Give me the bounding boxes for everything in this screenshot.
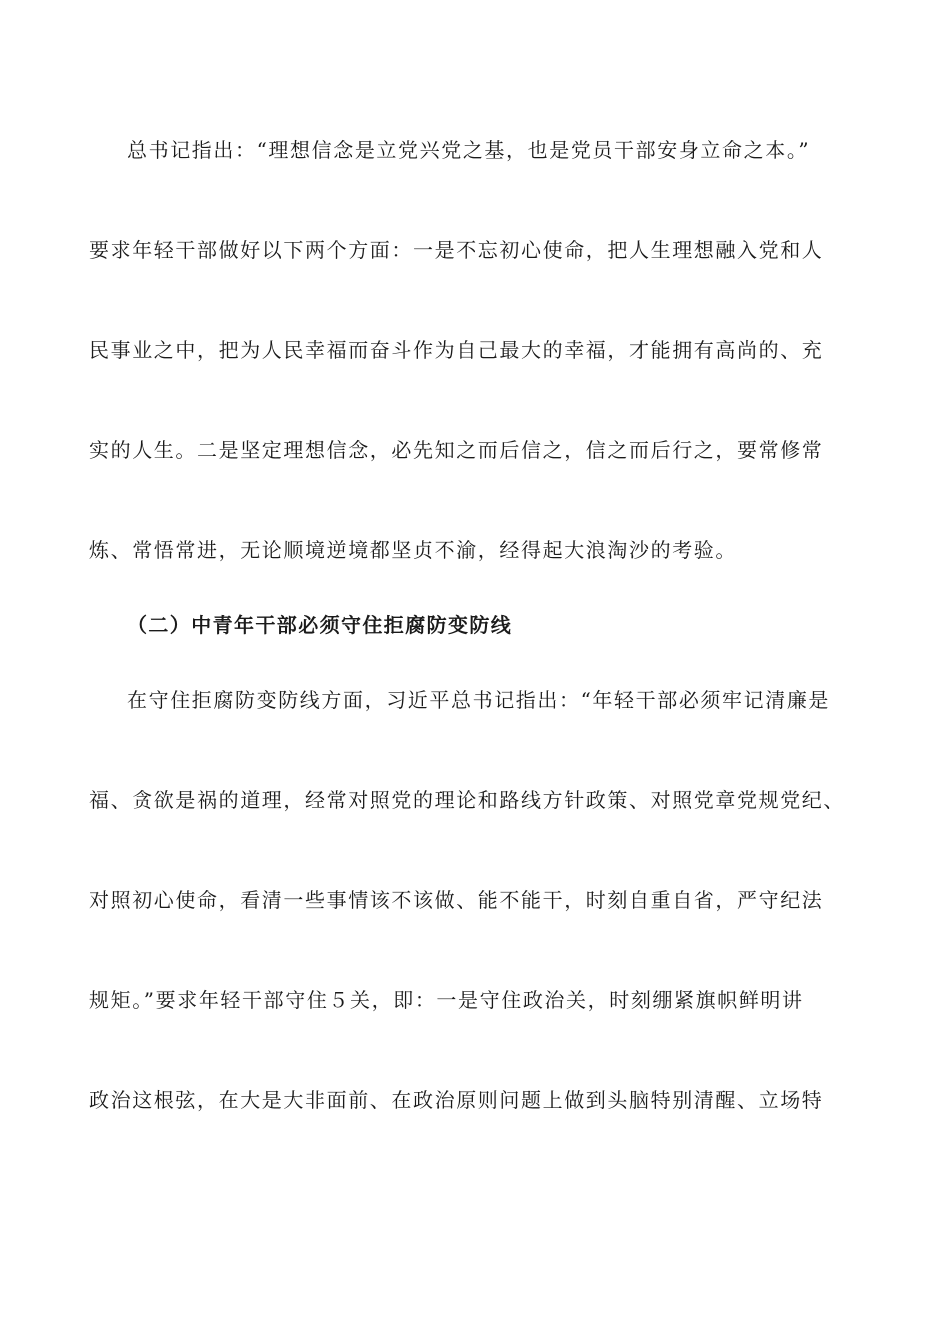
paragraph-line: 政治这根弦，在大是大非面前、在政治原则问题上做到头脑特别清醒、立场特 [89,1088,824,1112]
paragraph-line: 要求年轻干部做好以下两个方面：一是不忘初心使命，把人生理想融入党和人 [89,238,824,262]
paragraph-line: 在守住拒腐防变防线方面，习近平总书记指出：“年轻干部必须牢记清廉是 [127,688,831,712]
paragraph-line: 规矩。”要求年轻干部守住５关，即：一是守住政治关，时刻绷紧旗帜鲜明讲 [89,988,804,1012]
section-heading: （二）中青年干部必须守住拒腐防变防线 [127,613,513,637]
paragraph-line: 福、贪欲是祸的道理，经常对照党的理论和路线方针政策、对照党章党规党纪、 [89,788,845,812]
paragraph-line: 对照初心使命，看清一些事情该不该做、能不能干，时刻自重自省，严守纪法 [89,888,824,912]
paragraph-line: 实的人生。二是坚定理想信念，必先知之而后信之，信之而后行之，要常修常 [89,438,824,462]
paragraph-line: 总书记指出：“理想信念是立党兴党之基，也是党员干部安身立命之本。” [127,138,811,162]
paragraph-line: 民事业之中，把为人民幸福而奋斗作为自己最大的幸福，才能拥有高尚的、充 [89,338,824,362]
paragraph-line: 炼、常悟常进，无论顺境逆境都坚贞不渝，经得起大浪淘沙的考验。 [89,538,737,562]
